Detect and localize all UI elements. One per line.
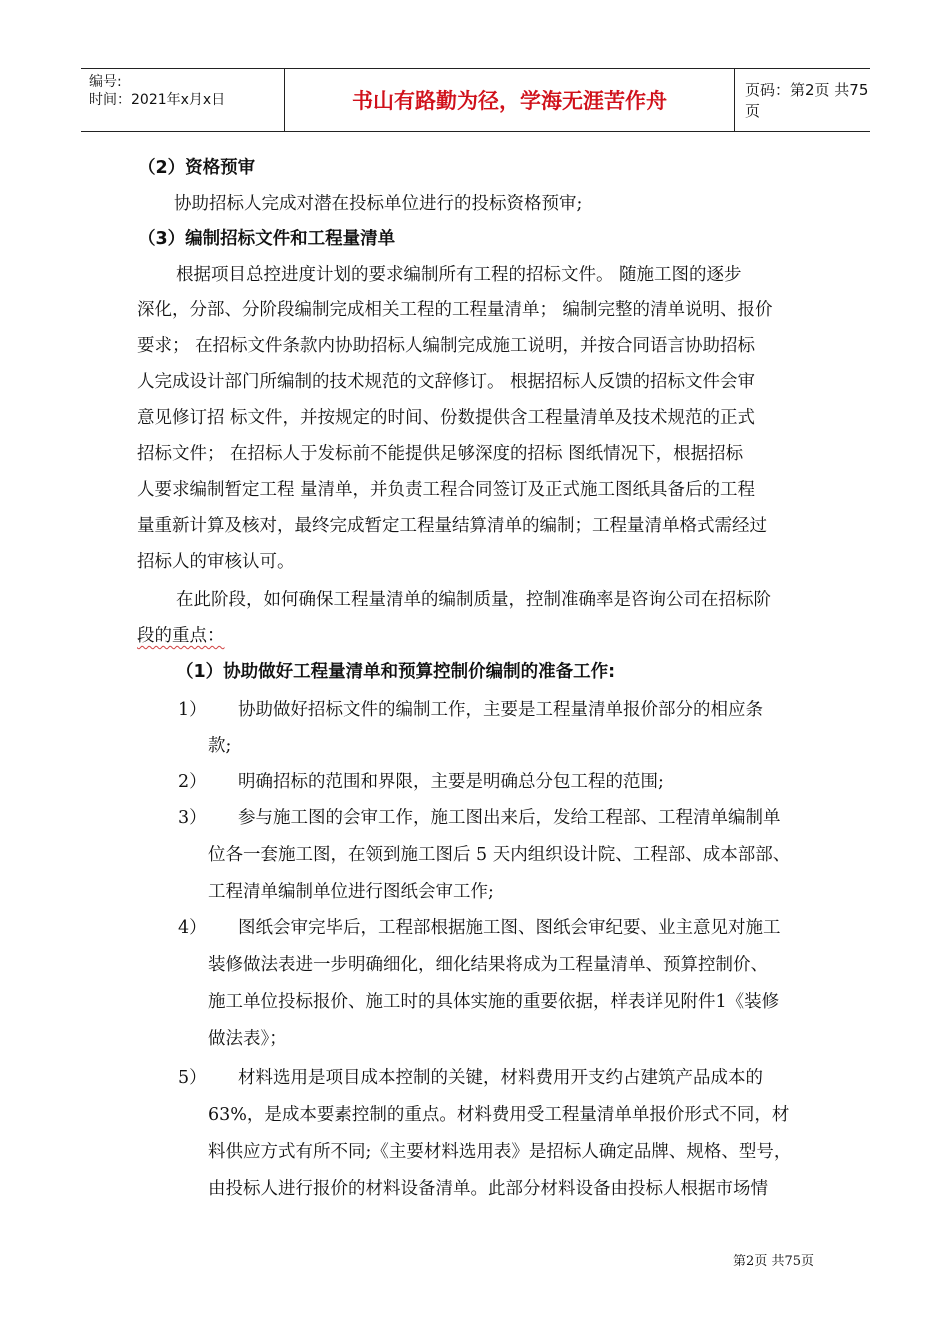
list-item-line: 材料选用是项目成本控制的关键，材料费用开支约占建筑产品成本的: [238, 1068, 763, 1088]
paragraph-line: 招标文件； 在招标人于发标前不能提供足够深度的招标 图纸情况下，根据招标: [137, 444, 744, 464]
paragraph-line: 意见修订招 标文件，并按规定的时间、份数提供含工程量清单及技术规范的正式: [137, 408, 756, 428]
document-time-label: 时间：2021年x月x日: [89, 92, 226, 108]
paragraph-line: 招标人的审核认可。: [137, 552, 295, 572]
list-item-line: 装修做法表进一步明确细化，细化结果将成为工程量清单、预算控制价、: [208, 955, 768, 975]
header-page-number: 页码：第2页 共75页: [745, 81, 869, 120]
paragraph-line: 在此阶段，如何确保工程量清单的编制质量，控制准确率是咨询公司在招标阶: [176, 590, 771, 610]
list-item-line: 料供应方式有所不同;《主要材料选用表》是招标人确定品牌、规格、型号，: [208, 1142, 792, 1162]
list-item-number: 1）: [178, 700, 207, 720]
paragraph-line: 要求； 在招标文件条款内协助招标人编制完成施工说明，并按合同语言协助招标: [137, 336, 756, 356]
list-item-number: 2）: [178, 772, 207, 792]
paragraph-qualification: 协助招标人完成对潜在投标单位进行的投标资格预审;: [174, 194, 583, 214]
paragraph-line: 量重新计算及核对，最终完成暂定工程量结算清单的编制；工程量清单格式需经过: [137, 516, 767, 536]
heading-preparation: （1）协助做好工程量清单和预算控制价编制的准备工作:: [176, 662, 616, 682]
list-item-line: 图纸会审完毕后，工程部根据施工图、图纸会审纪要、业主意见对施工: [238, 918, 781, 938]
paragraph-line: 根据项目总控进度计划的要求编制所有工程的招标文件。 随施工图的逐步: [176, 265, 742, 285]
list-item-line: 施工单位投标报价、施工时的具体实施的重要依据，样表详见附件1《装修: [208, 992, 780, 1012]
list-item-line: 工程清单编制单位进行图纸会审工作;: [208, 882, 494, 902]
list-item-line: 做法表》；: [208, 1029, 287, 1049]
list-item-line: 63%，是成本要素控制的重点。材料费用受工程量清单单报价形式不同，材: [208, 1105, 790, 1125]
paragraph-line: 段的重点：: [137, 626, 225, 646]
list-item-number: 5）: [178, 1068, 207, 1088]
heading-tender-documents: （3）编制招标文件和工程量清单: [138, 229, 396, 249]
list-item-line: 明确招标的范围和界限，主要是明确总分包工程的范围;: [238, 772, 664, 792]
header-meta: [81, 69, 284, 131]
paragraph-line: 深化，分部、分阶段编制完成相关工程的工程量清单； 编制完整的清单说明、报价: [137, 300, 773, 320]
list-item-number: 4）: [178, 918, 207, 938]
paragraph-line: 人要求编制暂定工程 量清单，并负责工程合同签订及正式施工图纸具备后的工程: [137, 480, 756, 500]
list-item-number: 3）: [178, 808, 207, 828]
list-item-line: 款;: [208, 736, 232, 756]
list-item-line: 位各一套施工图，在领到施工图后 5 天内组织设计院、工程部、成本部部、: [208, 845, 791, 865]
list-item-line: 由投标人进行报价的材料设备清单。此部分材料设备由投标人根据市场情: [208, 1179, 768, 1199]
document-number-label: 编号:: [89, 74, 122, 90]
header-motto: 书山有路勤为径，学海无涯苦作舟: [284, 69, 735, 131]
list-item-line: 协助做好招标文件的编制工作，主要是工程量清单报价部分的相应条: [238, 700, 763, 720]
list-item-line: 参与施工图的会审工作，施工图出来后，发给工程部、工程清单编制单: [238, 808, 781, 828]
heading-qualification: （2）资格预审: [138, 158, 256, 178]
page-footer: 第2页 共75页: [733, 1254, 814, 1269]
paragraph-line: 人完成设计部门所编制的技术规范的文辞修订。 根据招标人反馈的招标文件会审: [137, 372, 756, 392]
page-header: [81, 68, 870, 132]
